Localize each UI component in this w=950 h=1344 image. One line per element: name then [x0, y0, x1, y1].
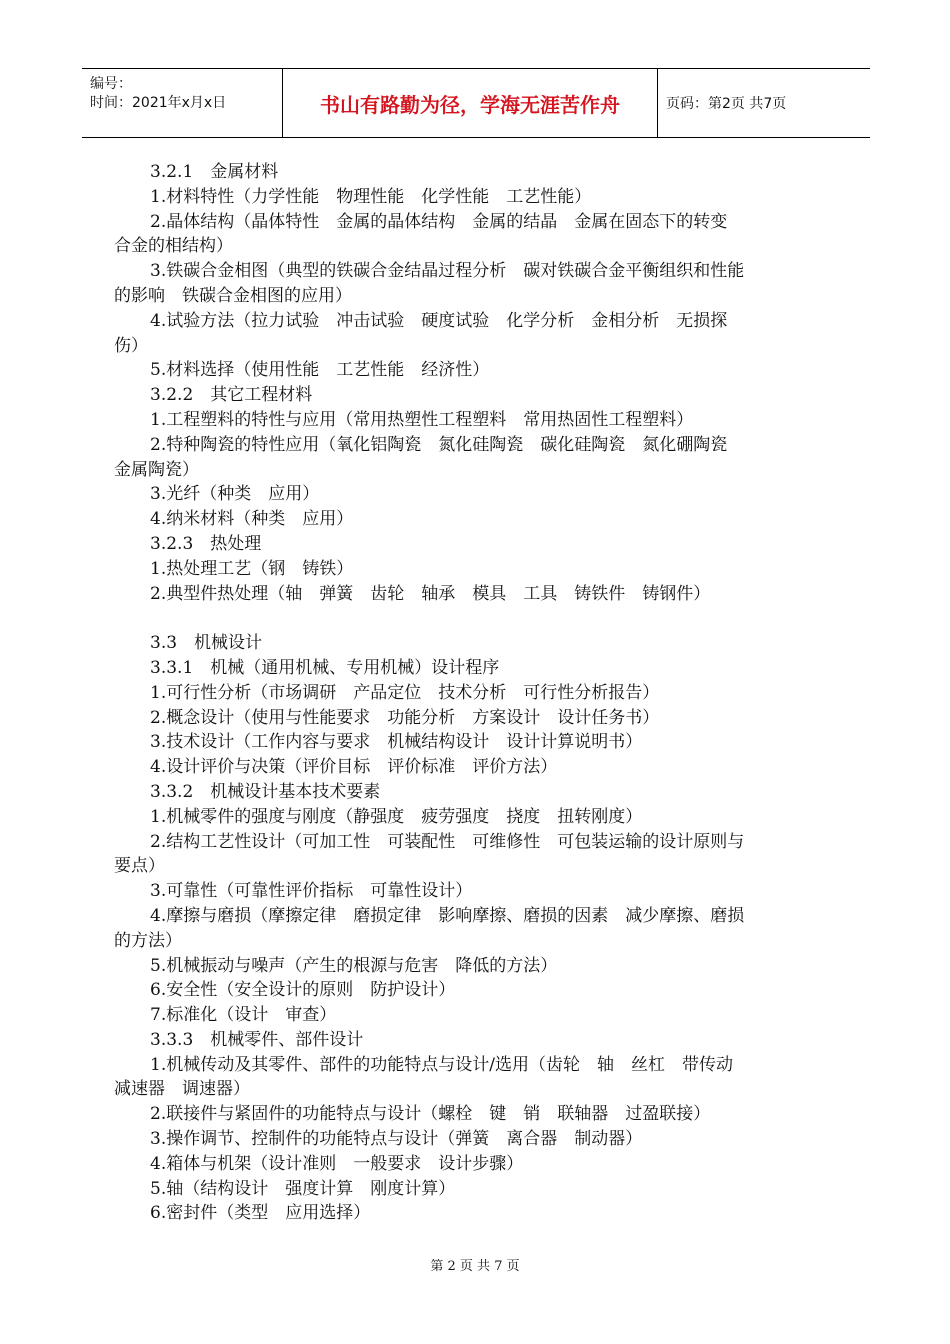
text-line: 伤）	[114, 335, 148, 356]
text-line: 3.2.2 其它工程材料	[150, 385, 313, 406]
header-motto-cell	[283, 69, 658, 137]
header-motto: 书山有路勤为径，学海无涯苦作舟	[320, 92, 620, 117]
text-line: 1.工程塑料的特性与应用（常用热塑性工程塑料 常用热固性工程塑料）	[150, 409, 694, 430]
text-line: 5.轴（结构设计 强度计算 刚度计算）	[150, 1178, 456, 1199]
text-line: 1.材料特性（力学性能 物理性能 化学性能 工艺性能）	[150, 186, 592, 207]
text-line: 5.材料选择（使用性能 工艺性能 经济性）	[150, 360, 490, 381]
text-line: 1.机械传动及其零件、部件的功能特点与设计/选用（齿轮 轴 丝杠 带传动	[150, 1054, 733, 1075]
text-line: 2.典型件热处理（轴 弹簧 齿轮 轴承 模具 工具 铸铁件 铸钢件）	[150, 583, 711, 604]
document-number-label: 编号：	[90, 76, 132, 92]
text-line: 2.结构工艺性设计（可加工性 可装配性 可维修性 可包装运输的设计原则与	[150, 831, 745, 852]
text-line: 金属陶瓷）	[114, 459, 199, 480]
header-page-cell	[658, 69, 878, 137]
text-line: 6.安全性（安全设计的原则 防护设计）	[150, 980, 456, 1001]
document-time-label: 时间：2021年x月x日	[90, 95, 227, 111]
text-line: 3.操作调节、控制件的功能特点与设计（弹簧 离合器 制动器）	[150, 1129, 643, 1150]
header-page-info: 页码：第2页 共7页	[666, 96, 787, 112]
text-line: 要点）	[114, 856, 165, 877]
text-line: 4.纳米材料（种类 应用）	[150, 509, 354, 530]
text-line: 2.特种陶瓷的特性应用（氧化铝陶瓷 氮化硅陶瓷 碳化硅陶瓷 氮化硼陶瓷	[150, 434, 728, 455]
text-line: 4.摩擦与磨损（摩擦定律 磨损定律 影响摩擦、磨损的因素 减少摩擦、磨损	[150, 905, 745, 926]
text-line: 减速器 调速器）	[114, 1079, 250, 1100]
text-line: 3.铁碳合金相图（典型的铁碳合金结晶过程分析 碳对铁碳合金平衡组织和性能	[150, 261, 745, 282]
text-line: 2.晶体结构（晶体特性 金属的晶体结构 金属的结晶 金属在固态下的转变	[150, 211, 728, 232]
text-line: 4.试验方法（拉力试验 冲击试验 硬度试验 化学分析 金相分析 无损探	[150, 310, 728, 331]
header-meta-cell	[82, 69, 283, 137]
text-line: 3.3.2 机械设计基本技术要素	[150, 781, 381, 802]
text-line: 3.3.1 机械（通用机械、专用机械）设计程序	[150, 657, 500, 678]
text-line: 1.机械零件的强度与刚度（静强度 疲劳强度 挠度 扭转刚度）	[150, 806, 643, 827]
text-line: 3.技术设计（工作内容与要求 机械结构设计 设计计算说明书）	[150, 732, 643, 753]
text-line: 3.2.1 金属材料	[150, 162, 279, 182]
document-body	[114, 160, 820, 1226]
text-line: 1.热处理工艺（钢 铸铁）	[150, 558, 354, 579]
page-header	[82, 68, 870, 138]
text-line: 1.可行性分析（市场调研 产品定位 技术分析 可行性分析报告）	[150, 682, 660, 703]
text-line: 2.概念设计（使用与性能要求 功能分析 方案设计 设计任务书）	[150, 707, 660, 728]
text-line: 合金的相结构）	[114, 236, 233, 257]
text-line: 4.设计评价与决策（评价目标 评价标准 评价方法）	[150, 757, 558, 778]
text-line: 3.可靠性（可靠性评价指标 可靠性设计）	[150, 881, 473, 902]
text-line: 3.光纤（种类 应用）	[150, 484, 320, 505]
text-line: 4.箱体与机架（设计准则 一般要求 设计步骤）	[150, 1153, 524, 1174]
text-line: 5.机械振动与噪声（产生的根源与危害 降低的方法）	[150, 955, 558, 976]
text-line: 3.3 机械设计	[150, 633, 263, 654]
page-footer: 第 2 页 共 7 页	[430, 1259, 520, 1274]
blank-line	[114, 606, 820, 631]
text-line: 3.3.3 机械零件、部件设计	[150, 1029, 364, 1050]
text-line: 7.标准化（设计 审查）	[150, 1005, 337, 1026]
text-line: 3.2.3 热处理	[150, 533, 262, 554]
text-line: 6.密封件（类型 应用选择）	[150, 1203, 371, 1224]
text-line: 的影响 铁碳合金相图的应用）	[114, 285, 352, 306]
text-line: 2.联接件与紧固件的功能特点与设计（螺栓 键 销 联轴器 过盈联接）	[150, 1104, 711, 1125]
text-line: 的方法）	[114, 930, 182, 951]
